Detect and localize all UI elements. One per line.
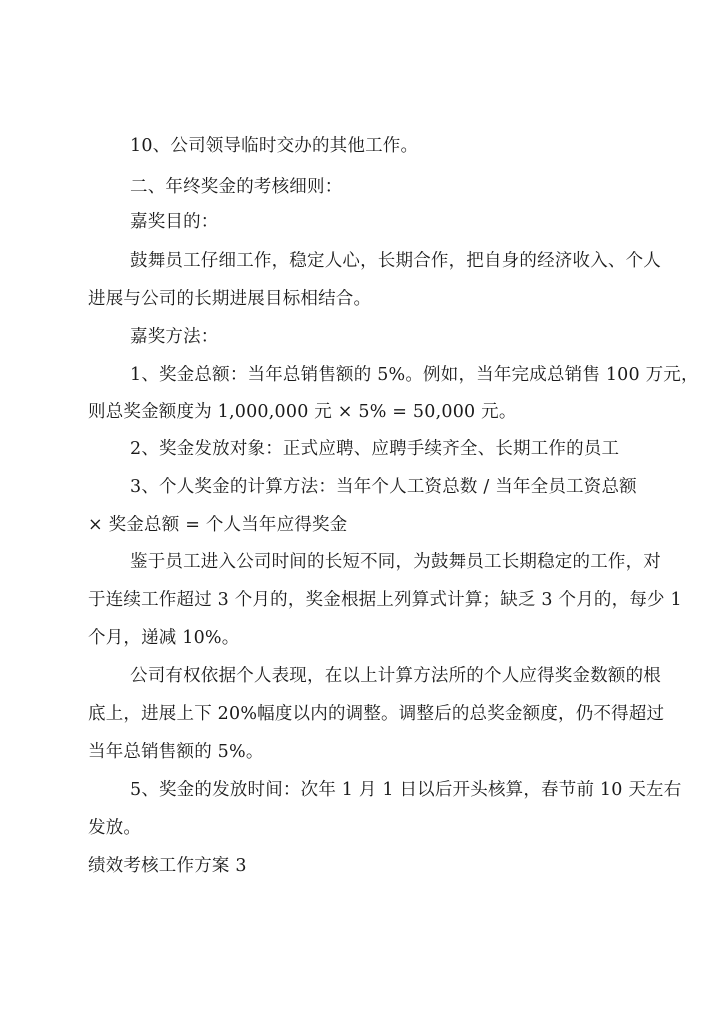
paragraph-purpose-line-1: 鼓舞员工仔细工作，稳定人心，长期合作，把自身的经济收入、个人 [130,251,661,271]
item-3-calculation-line-1: 3、个人奖金的计算方法：当年个人工资总数 / 当年全员工资总额 [130,477,637,497]
item-5-payout-time-line-2: 发放。 [88,818,142,838]
paragraph-tenure-line-2: 于连续工作超过 3 个月的，奖金根据上列算式计算；缺乏 3 个月的，每少 1 [88,590,682,610]
paragraph-adjustment-line-2: 底上，进展上下 20%幅度以内的调整。调整后的总奖金额度，仍不得超过 [88,704,665,724]
section-heading-year-end-bonus: 二、年终奖金的考核细则： [130,177,343,197]
item-5-payout-time-line-1: 5、奖金的发放时间：次年 1 月 1 日以后开头核算，春节前 10 天左右 [130,780,682,800]
section-title-plan-3: 绩效考核工作方案 3 [88,856,247,876]
item-1-total-bonus-line-1: 1、奖金总额：当年总销售额的 5%。例如，当年完成总销售 100 万元， [130,365,699,385]
item-2-eligible-staff: 2、奖金发放对象：正式应聘、应聘手续齐全、长期工作的员工 [130,439,620,459]
subheading-bonus-purpose: 嘉奖目的： [130,212,219,232]
subheading-bonus-method: 嘉奖方法： [130,327,219,347]
item-10-other-duties: 10、公司领导临时交办的其他工作。 [130,136,419,156]
item-1-total-bonus-line-2: 则总奖金额度为 1,000,000 元 × 5% = 50,000 元。 [88,402,517,422]
paragraph-adjustment-line-3: 当年总销售额的 5%。 [88,742,264,762]
paragraph-purpose-line-2: 进展与公司的长期进展目标相结合。 [88,289,372,309]
paragraph-tenure-line-1: 鉴于员工进入公司时间的长短不同，为鼓舞员工长期稳定的工作，对 [130,552,661,572]
paragraph-adjustment-line-1: 公司有权依据个人表现，在以上计算方法所的个人应得奖金数额的根 [130,666,661,686]
paragraph-tenure-line-3: 个月，递减 10%。 [88,628,240,648]
item-3-calculation-line-2: × 奖金总额 = 个人当年应得奖金 [88,515,348,535]
